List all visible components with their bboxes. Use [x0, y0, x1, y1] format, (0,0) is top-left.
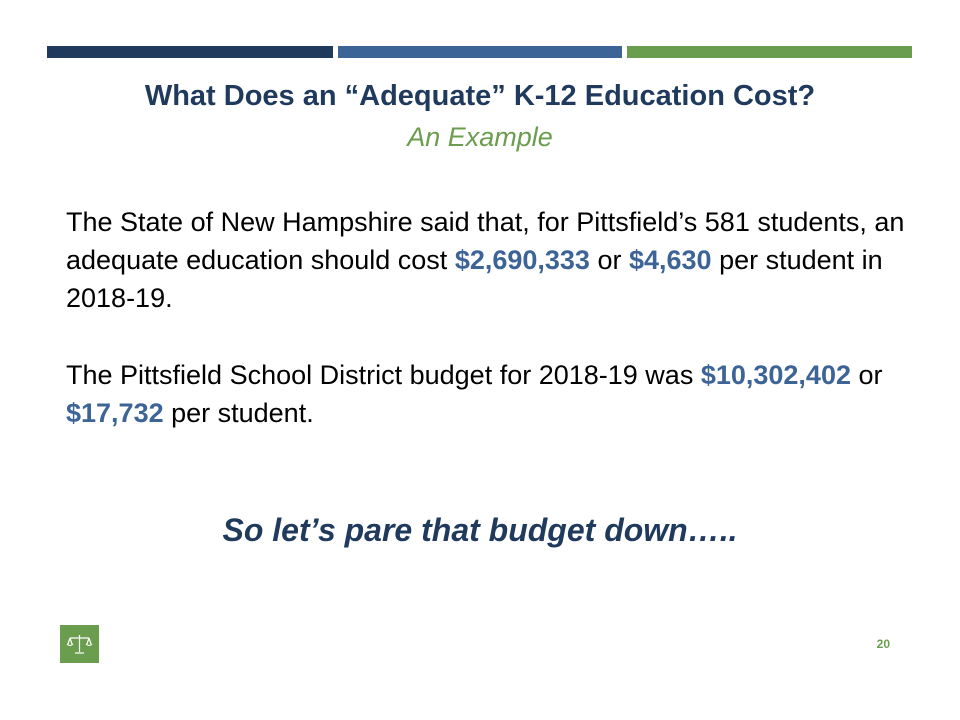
- slide-title: What Does an “Adequate” K-12 Education Cost?: [144, 80, 816, 112]
- top-accent-bar-green: [627, 46, 912, 58]
- district-budget-paragraph: [66, 356, 926, 432]
- scales-icon: [60, 625, 99, 663]
- paragraph-text: The Pittsfield School District budget for 2018-19 was: [66, 360, 701, 390]
- paragraph-text: The State of New Hampshire said that, for Pittsfield’s 581 students, an adequate education should cost: [66, 207, 905, 275]
- budget-per-student-amount: $17,732: [66, 398, 164, 428]
- top-accent-bar-navy: [47, 46, 333, 58]
- logo: [60, 625, 99, 663]
- paragraph-text: per student in 2018-19.: [66, 245, 883, 313]
- paragraph-text: per student.: [163, 398, 314, 428]
- budget-total-amount: $10,302,402: [700, 360, 851, 390]
- slide-subtitle: An Example: [407, 122, 553, 152]
- state-adequacy-paragraph: [66, 203, 926, 317]
- page-number: 20: [876, 637, 890, 651]
- adequate-total-amount: $2,690,333: [454, 245, 590, 275]
- paragraph-text: or: [850, 360, 883, 390]
- adequate-per-student-amount: $4,630: [628, 245, 712, 275]
- closing-statement: So let’s pare that budget down…..: [222, 512, 738, 548]
- top-accent-bar-blue: [338, 46, 622, 58]
- paragraph-text: or: [589, 245, 629, 275]
